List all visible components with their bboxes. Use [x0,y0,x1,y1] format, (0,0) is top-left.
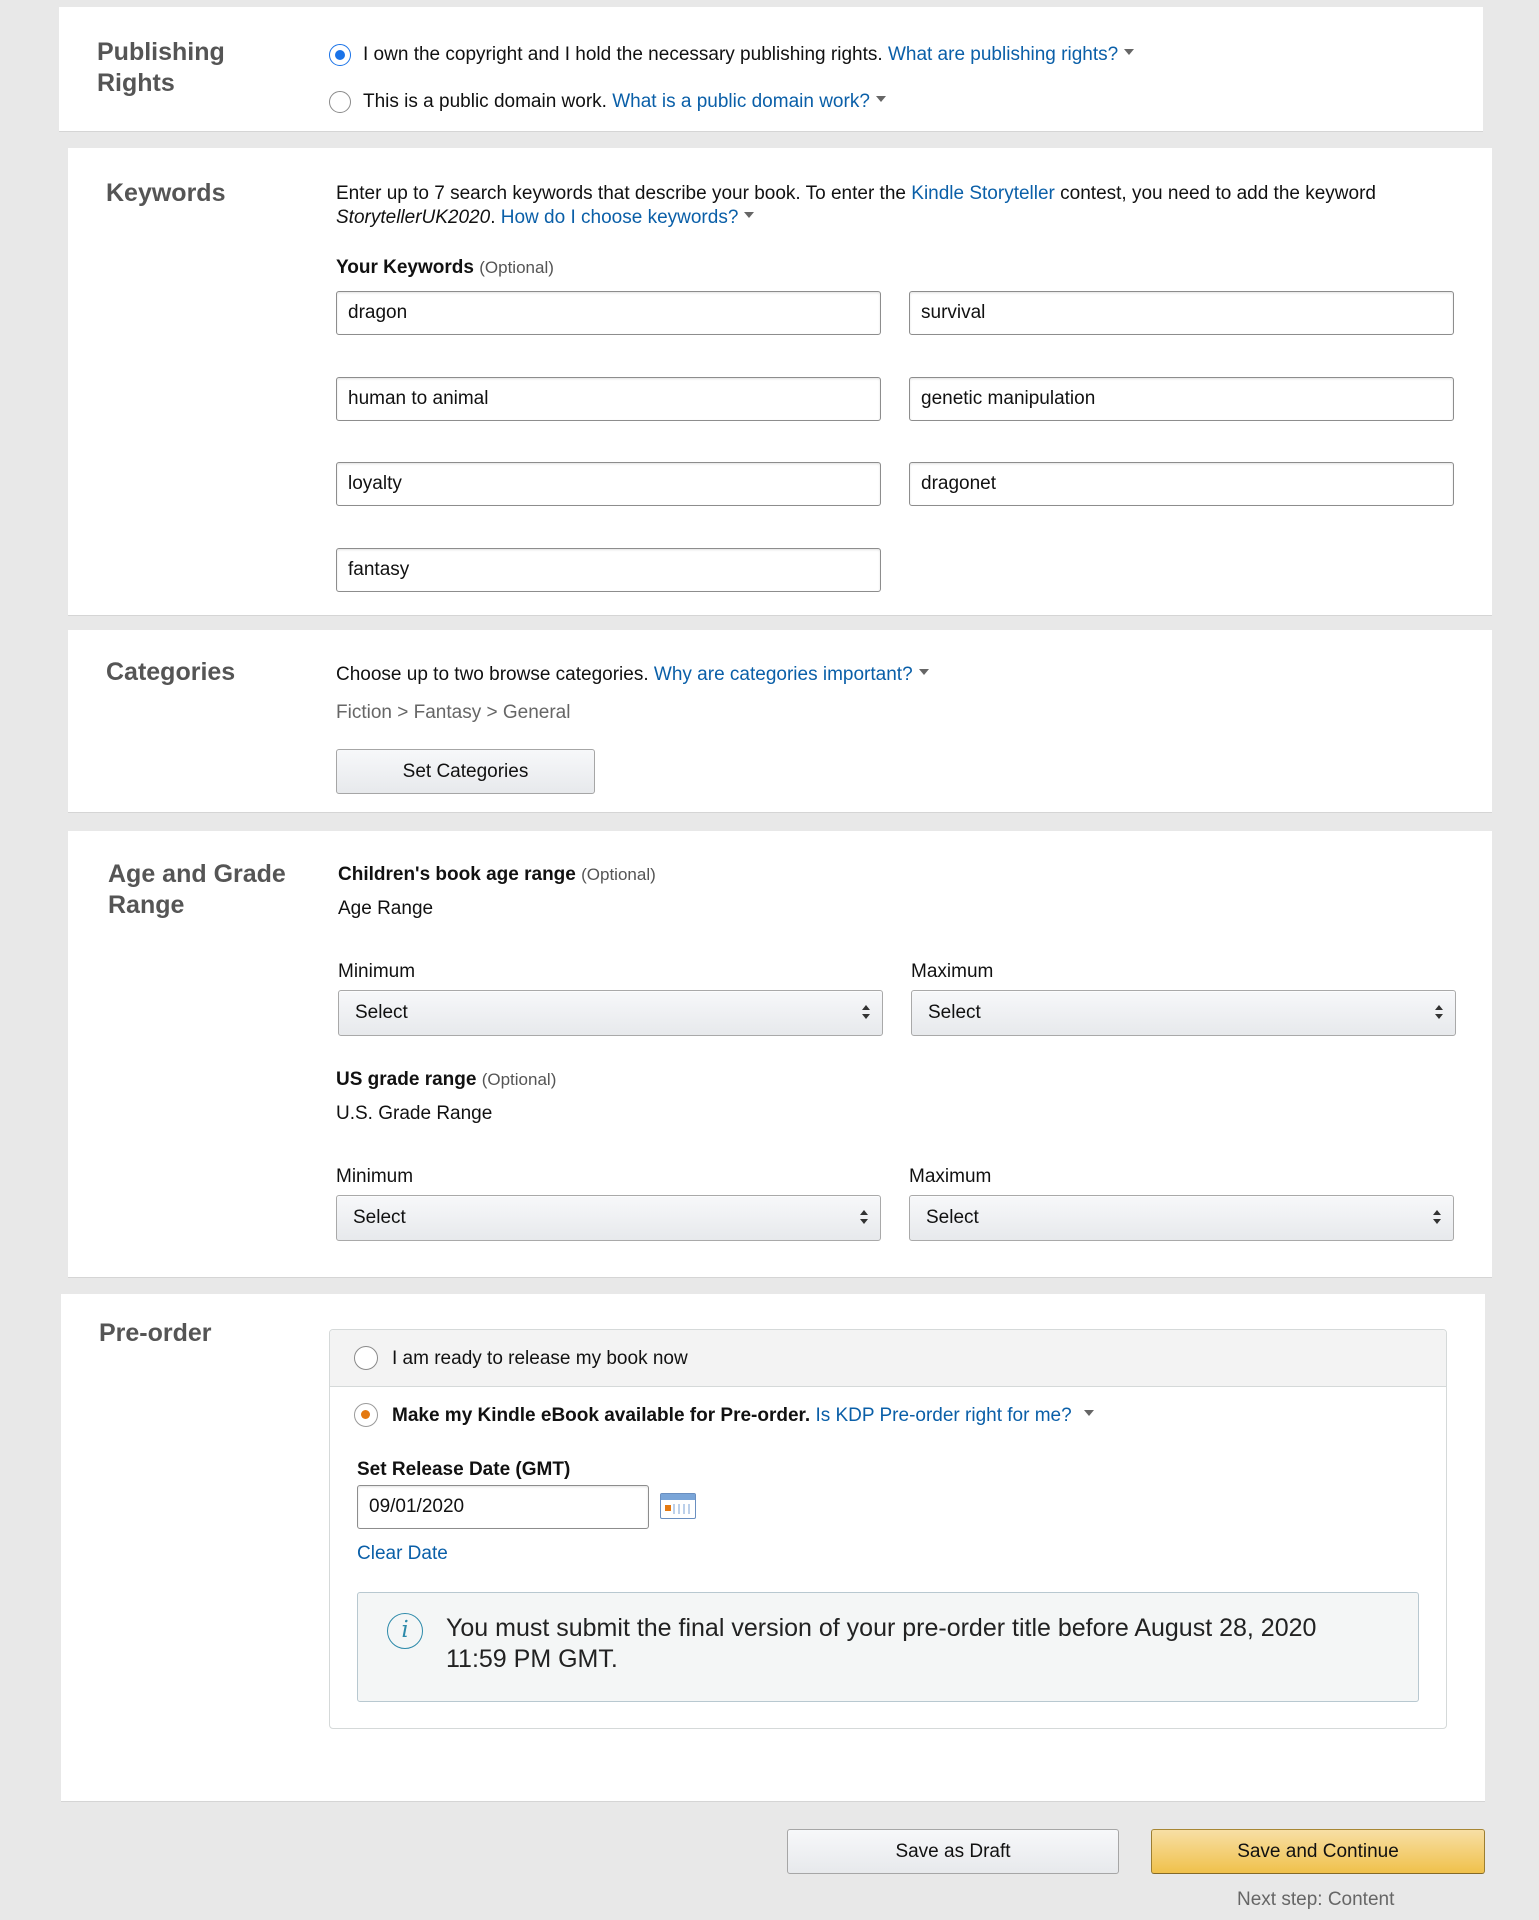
us-grade-text: US grade range [336,1069,477,1090]
keyword-input-6[interactable] [909,462,1454,506]
own-rights-radio[interactable] [329,44,351,66]
age-grade-title-line2: Range [108,891,185,919]
age-min-label: Minimum [338,961,416,982]
select-arrows-icon [1433,1210,1441,1226]
own-rights-option [363,43,1134,67]
select-arrows-icon [1435,1005,1443,1021]
age-max-label: Maximum [911,961,994,982]
age-grade-title [108,859,286,921]
publishing-rights-help-link[interactable]: What are publishing rights? [888,44,1134,65]
grade-max-label: Maximum [909,1166,992,1187]
public-domain-option [363,90,886,114]
keywords-description [336,182,1376,206]
next-step-label: Next step: Content [1237,1889,1395,1910]
preorder-info-text [446,1613,1316,1675]
age-min-value: Select [355,1002,408,1023]
keywords-desc-text: Enter up to 7 search keywords that describe your book. To enter the [336,183,906,204]
children-age-label [338,863,656,887]
age-grade-section [68,831,1492,1278]
your-keywords-text: Your Keywords [336,257,474,278]
preorder-label: Make my Kindle eBook available for Pre-order. [392,1405,811,1426]
release-now-row[interactable] [330,1330,1446,1387]
grade-max-value: Select [926,1207,979,1228]
chevron-down-icon [876,96,886,102]
us-grade-label [336,1068,556,1092]
categories-description [336,663,929,687]
public-domain-help-link[interactable]: What is a public domain work? [612,91,886,112]
release-date-input[interactable] [357,1485,649,1529]
preorder-options-box [329,1329,1447,1729]
release-date-label: Set Release Date (GMT) [357,1459,571,1480]
grade-min-label: Minimum [336,1166,414,1187]
age-max-value: Select [928,1002,981,1023]
calendar-icon[interactable] [660,1493,696,1519]
keyword-input-4[interactable] [909,377,1454,421]
keywords-section [68,148,1492,616]
chevron-down-icon [1084,1410,1094,1416]
grade-max-select[interactable] [909,1195,1454,1241]
release-now-radio[interactable] [354,1346,378,1370]
categories-title: Categories [106,658,236,686]
categories-help-link[interactable]: Why are categories important? [654,664,929,685]
publishing-rights-title [97,37,225,99]
publishing-rights-title-line2: Rights [97,69,175,97]
keyword-input-3[interactable] [336,377,881,421]
select-arrows-icon [862,1005,870,1021]
kindle-storyteller-link[interactable]: Kindle Storyteller [911,183,1055,204]
preorder-radio[interactable] [354,1403,378,1427]
keyword-input-2[interactable] [909,291,1454,335]
save-as-draft-button[interactable]: Save as Draft [787,1829,1119,1874]
preorder-info-line1: You must submit the final version of your pre-order title before August 28, 2020 [446,1614,1317,1642]
grade-range-label: U.S. Grade Range [336,1103,493,1124]
age-range-label: Age Range [338,898,434,919]
optional-tag: (Optional) [481,1070,557,1089]
your-keywords-label [336,256,554,280]
preorder-option [392,1404,1094,1428]
contest-keyword-period: . [490,207,496,228]
children-age-text: Children's book age range [338,864,576,885]
public-domain-label: This is a public domain work. [363,91,607,112]
age-min-select[interactable] [338,990,883,1036]
chevron-down-icon [919,669,929,675]
keyword-input-5[interactable] [336,462,881,506]
preorder-help-link[interactable]: Is KDP Pre-order right for me? [815,1405,1093,1426]
preorder-info-line2: 11:59 PM GMT. [446,1645,618,1673]
save-and-continue-button[interactable]: Save and Continue [1151,1829,1485,1874]
categories-section [68,630,1492,813]
keyword-input-7[interactable] [336,548,881,592]
keywords-desc-text-2: contest, you need to add the keyword [1060,183,1376,204]
info-icon: i [387,1613,423,1649]
keywords-title: Keywords [106,179,226,207]
chevron-down-icon [744,212,754,218]
choose-keywords-help-link[interactable]: How do I choose keywords? [501,207,755,228]
preorder-section [61,1294,1485,1802]
grade-min-value: Select [353,1207,406,1228]
preorder-title: Pre-order [99,1319,212,1347]
select-arrows-icon [860,1210,868,1226]
optional-tag: (Optional) [581,865,656,884]
category-path: Fiction > Fantasy > General [336,702,571,723]
keyword-input-1[interactable] [336,291,881,335]
publishing-rights-section [59,7,1483,132]
chevron-down-icon [1124,49,1134,55]
categories-desc-text: Choose up to two browse categories. [336,664,649,685]
own-rights-label: I own the copyright and I hold the necessary publishing rights. [363,44,883,65]
preorder-info-alert [357,1592,1419,1702]
keywords-description-line2 [336,206,754,230]
age-max-select[interactable] [911,990,1456,1036]
optional-tag: (Optional) [479,258,554,277]
public-domain-radio[interactable] [329,91,351,113]
set-categories-button[interactable]: Set Categories [336,749,595,794]
contest-keyword: StorytellerUK2020 [336,207,491,228]
grade-min-select[interactable] [336,1195,881,1241]
age-grade-title-line1: Age and Grade [108,860,286,888]
release-now-label: I am ready to release my book now [392,1348,688,1369]
clear-date-link[interactable]: Clear Date [357,1543,448,1564]
publishing-rights-title-line1: Publishing [97,38,225,66]
